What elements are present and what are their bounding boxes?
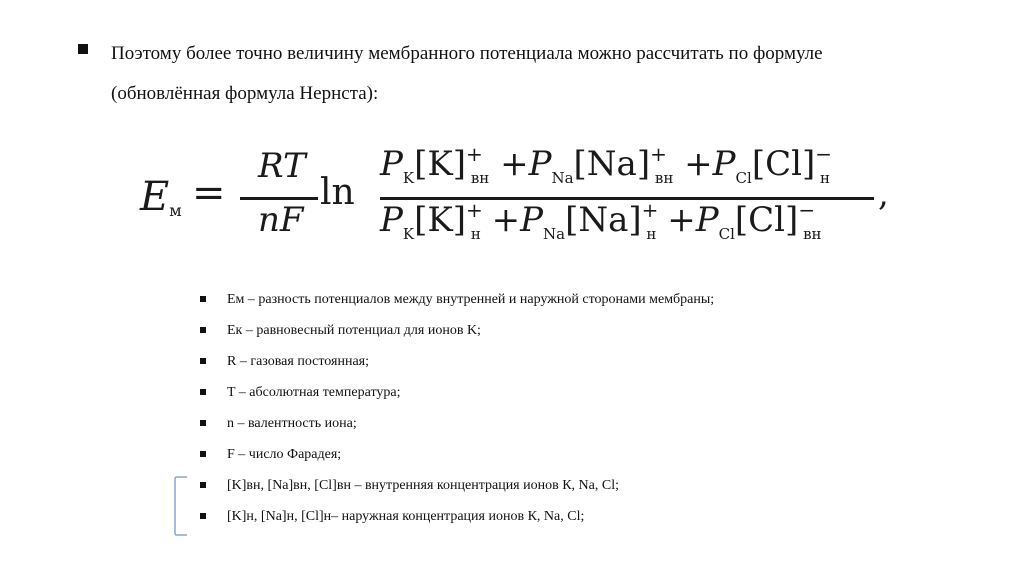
formula-lhs: Eм: [140, 174, 182, 220]
intro-text: [111, 34, 991, 114]
bullet-square: [200, 327, 206, 333]
bullet-square: [200, 513, 206, 519]
formula-comma: ,: [878, 174, 889, 214]
formula-equals: =: [192, 170, 226, 216]
bullet-square: [200, 451, 206, 457]
list-item: Ек – равновесный потенциал для ионов K;: [200, 321, 714, 352]
bullet-square: [200, 389, 206, 395]
bullet-square: [200, 358, 206, 364]
formula-coef-denominator: nF: [258, 200, 304, 240]
bullet-square: [200, 296, 206, 302]
definitions-list: [200, 290, 714, 538]
bullet-square: [200, 482, 206, 488]
intro-line-1: Поэтому более точно величину мембранного потенциала можно рассчитать по формуле: [111, 43, 823, 64]
goldman-formula: [140, 142, 900, 262]
formula-denominator: $P_K[K]^+_н +P_{Na}[Na]^+_н +P_{Cl}[Cl]^-_{вн}$: [380, 198, 822, 243]
intro-line-2: (обновлённая формула Нернста):: [111, 83, 379, 104]
grouping-bracket: [174, 476, 188, 536]
formula-ln: ln: [320, 172, 355, 213]
list-item: n – валентность иона;: [200, 414, 714, 445]
list-item: R – газовая постоянная;: [200, 352, 714, 383]
list-item: Ем – разность потенциалов между внутренней и наружной сторонами мембраны;: [200, 290, 714, 321]
list-item: F – число Фарадея;: [200, 445, 714, 476]
formula-numerator: $P_K[K]^+_{вн} +P_{Na}[Na]^+_{вн} +P_{Cl}[Cl]^-_н$: [380, 142, 832, 187]
formula-coef-numerator: RT: [258, 146, 306, 186]
list-item: [K]н, [Na]н, [Cl]н– наружная концентрация ионов К, Na, Cl;: [200, 507, 714, 538]
bullet-square: [200, 420, 206, 426]
bullet-square: [78, 44, 88, 54]
list-item: [K]вн, [Na]вн, [Cl]вн – внутренняя концентрация ионов К, Na, Cl;: [200, 476, 714, 507]
list-item: T – абсолютная температура;: [200, 383, 714, 414]
